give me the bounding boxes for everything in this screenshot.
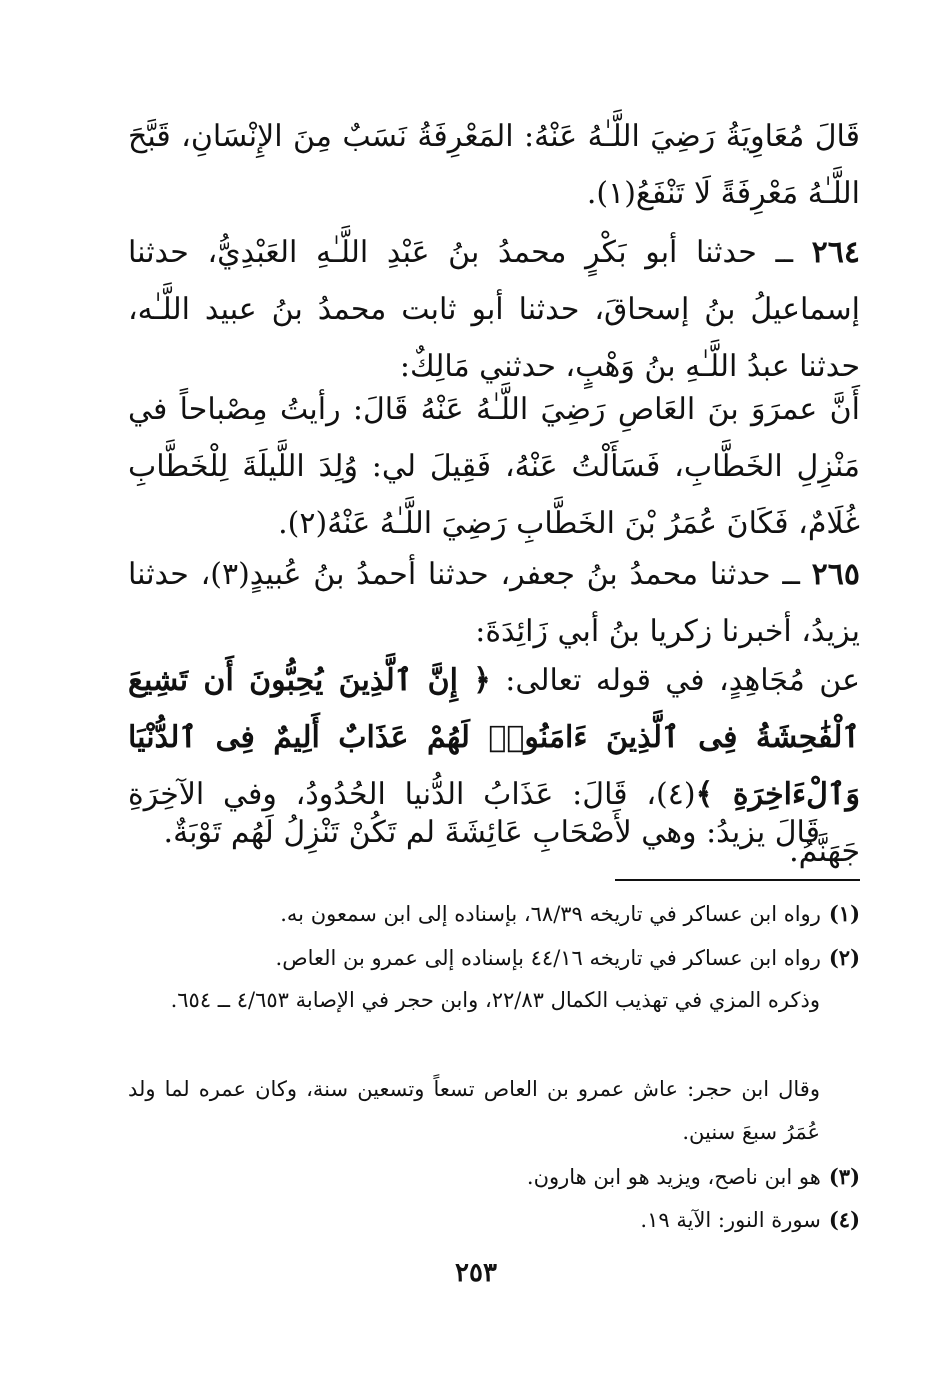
- footnote-number: (١): [828, 901, 860, 926]
- footnote-text: رواه ابن عساكر في تاريخه ٦٨/٣٩، بإسناده إلى ابن سمعون به.: [280, 902, 821, 926]
- paragraph-text: قَالَ مُعَاوِيَةُ رَضِيَ اللَّـٰهُ عَنْهُ: المَعْرِفَةُ نَسَبٌ مِنَ الإِنْسَانِ، قَبَّحَ اللَّـٰهُ مَعْرِفَةً لَا تَنْفَعُ(١).: [128, 119, 860, 211]
- hadith-number: ٢٦٥: [811, 557, 860, 592]
- footnote-2: [128, 936, 860, 980]
- paragraph-text: قَالَ يزيدُ: وهي لأَصْحَابِ عَائِشَةَ لم تَكُنْ تَنْزِلُ لَهُم تَوْبَةٌ.: [163, 815, 820, 850]
- footnote-number: (٢): [828, 945, 860, 970]
- footnote-text: هو ابن ناصح، ويزيد هو ابن هارون.: [526, 1165, 821, 1189]
- footnote-divider: [615, 879, 860, 881]
- footnote-2-ibn-hajar: [128, 1068, 860, 1154]
- paragraph-muawiya-saying: [128, 108, 860, 222]
- footnote-3: [128, 1155, 860, 1199]
- paragraph-hadith-265-chain: [128, 546, 860, 660]
- quran-verse: ﴿ إِنَّ ٱلَّذِينَ يُحِبُّونَ أَن تَشِيعَ ٱلْفَٰحِشَةُ فِى ٱلَّذِينَ ءَامَنُوا۟ لَهُمْ عَذَابٌ أَلِيمٌ فِى ٱلدُّنْيَا وَٱلْءَاخِرَةِ ﴾: [128, 663, 860, 812]
- footnote-text: سورة النور: الآية ١٩.: [640, 1208, 821, 1232]
- footnote-text: وذكره المزي في تهذيب الكمال ٢٢/٨٣، وابن حجر في الإصابة ٤/٦٥٣ ــ ٦٥٤.: [170, 988, 820, 1012]
- paragraph-text: عن مُجَاهِدٍ، في قوله تعالى:: [505, 663, 860, 698]
- paragraph-text: (٤)، قَالَ: عَذَابُ الدُّنيا الحُدُودُ، وفي الآخِرَةِ جَهَنَّمُ.: [128, 777, 860, 869]
- footnote-text: رواه ابن عساكر في تاريخه ٤٤/١٦ بإسناده إلى عمرو بن العاص.: [275, 946, 821, 970]
- footnote-number: (٣): [828, 1164, 860, 1189]
- paragraph-hadith-264-text: [128, 381, 860, 552]
- footnote-4: [128, 1198, 860, 1242]
- paragraph-hadith-264-chain: [128, 224, 860, 395]
- footnote-2-continuation: [128, 979, 860, 1022]
- page-number: ٢٥٣: [455, 1258, 497, 1288]
- footnote-text: وقال ابن حجر: عاش عمرو بن العاص تسعاً وتسعين سنة، وكان عمره لما ولد عُمَرُ سبعَ سنين.: [128, 1077, 820, 1144]
- paragraph-text: أَنَّ عمرَوَ بنَ العَاصِ رَضِيَ اللَّـٰهُ عَنْهُ قَالَ: رأيتُ مِصْباحاً في مَنْزِلِ الخَطَّابِ، فَسَأَلْتُ عَنْهُ، فَقِيلَ لي: وُلِدَ اللَّيلَةَ لِلْخَطَّابِ غُلَامٌ، فَكَانَ عُمَرُ بْنَ الخَطَّابِ رَضِيَ اللَّـٰهُ عَنْهُ(٢).: [128, 392, 860, 541]
- hadith-number: ٢٦٤: [811, 235, 860, 270]
- footnote-1: [128, 892, 860, 936]
- paragraph-text: ــ حدثنا أبو بَكْرٍ محمدُ بنُ عَبْدِ اللَّـٰهِ العَبْدِيُّ، حدثنا إسماعيلُ بنُ إسحاقَ، حدثنا أبو ثابت محمدُ بنُ عبيد اللَّـٰه، حدثنا عبدُ اللَّـٰهِ بنُ وَهْبٍ، حدثني مَالِكٌ:: [128, 235, 860, 384]
- footnote-number: (٤): [828, 1207, 860, 1232]
- paragraph-text: ــ حدثنا محمدُ بنُ جعفر، حدثنا أحمدُ بنُ عُبيدٍ(٣)، حدثنا يزيدُ، أخبرنا زكريا بنُ أبي زَائِدَةَ:: [128, 557, 860, 649]
- paragraph-yazid-saying: [128, 804, 860, 861]
